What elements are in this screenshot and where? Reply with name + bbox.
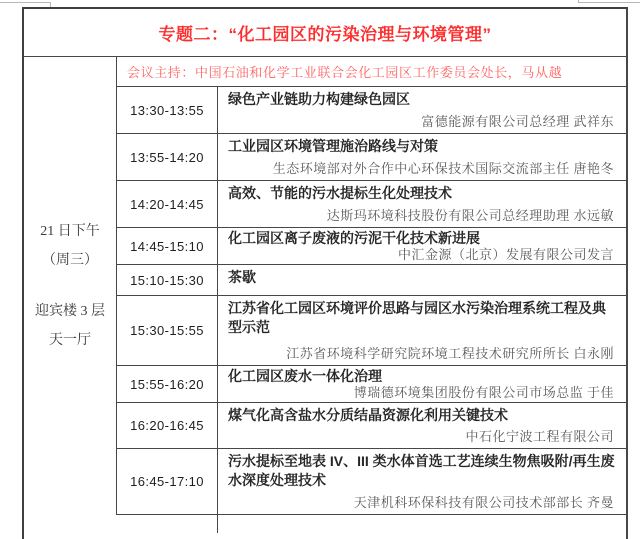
top-left-gridline-artifact <box>0 2 50 3</box>
session-speaker: 江苏省环境科学研究院环境工程技术研究所所长 白永刚 <box>286 346 614 361</box>
meeting-host-line: 会议主持：中国石油和化学工业联合会化工园区工作委员会处长，马从越 <box>117 57 626 87</box>
session-content <box>218 403 626 448</box>
session-speaker: 中汇金源（北京）发展有限公司发言 <box>397 247 614 262</box>
session-row <box>117 296 626 366</box>
session-content <box>218 228 626 264</box>
venue-date: 21 日下午 <box>40 224 100 239</box>
session-content <box>218 87 626 133</box>
agenda-topic-title: 专题二：“化工园区的污染治理与环境管理” <box>24 9 626 57</box>
session-time-empty <box>117 515 218 533</box>
top-right-gridline-artifact <box>578 2 640 3</box>
session-time: 14:20-14:45 <box>117 181 218 227</box>
venue-cell <box>24 57 117 515</box>
session-row <box>117 181 626 228</box>
session-content <box>218 449 626 514</box>
sessions-column <box>117 57 626 533</box>
schedule-table <box>22 7 628 539</box>
session-title: 污水提标至地表 IV、III 类水体首选工艺连续生物焦吸附/再生废水深度处理技术 <box>228 453 615 488</box>
session-title: 高效、节能的污水提标生化处理技术 <box>228 185 452 201</box>
session-title: 绿色产业链助力构建绿色园区 <box>228 91 410 107</box>
session-time: 13:30-13:55 <box>117 87 218 133</box>
session-title: 化工园区离子废液的污泥干化技术新进展 <box>228 230 480 246</box>
venue-hall: 天一厅 <box>49 333 91 348</box>
top-right-gridtick-artifact <box>578 0 579 3</box>
venue-building: 迎宾楼 3 层 <box>35 304 105 319</box>
session-row-tea-break <box>117 265 626 296</box>
session-row <box>117 449 626 515</box>
session-row <box>117 228 626 265</box>
session-time: 14:45-15:10 <box>117 228 218 264</box>
session-title: 煤气化高含盐水分质结晶资源化利用关键技术 <box>228 407 508 423</box>
session-speaker: 中石化宁波工程有限公司 <box>465 429 614 444</box>
session-row <box>117 366 626 403</box>
session-speaker: 达斯玛环境科技股份有限公司总经理助理 水远敏 <box>326 208 614 223</box>
session-speaker: 富德能源有限公司总经理 武祥东 <box>421 114 614 129</box>
session-speaker: 生态环境部对外合作中心环保技术国际交流部主任 唐艳冬 <box>272 161 614 176</box>
session-row <box>117 134 626 181</box>
venue-weekday: （周三） <box>42 253 98 268</box>
session-row <box>117 403 626 449</box>
session-time: 16:20-16:45 <box>117 403 218 448</box>
session-speaker: 博瑞德环境集团股份有限公司市场总监 于佳 <box>353 385 614 400</box>
session-title: 工业园区环境管理施治路线与对策 <box>228 138 438 154</box>
session-time: 15:10-15:30 <box>117 265 218 295</box>
session-time: 16:45-17:10 <box>117 449 218 514</box>
session-title: 化工园区废水一体化治理 <box>228 368 382 384</box>
session-title: 茶歇 <box>228 269 256 285</box>
session-content-empty <box>218 515 626 533</box>
session-time: 15:55-16:20 <box>117 366 218 402</box>
session-content <box>218 181 626 227</box>
session-time: 15:30-15:55 <box>117 296 218 365</box>
session-content <box>218 134 626 180</box>
session-row-cutoff <box>117 515 626 533</box>
session-time: 13:55-14:20 <box>117 134 218 180</box>
session-content <box>218 265 626 295</box>
session-content <box>218 296 626 365</box>
session-row <box>117 87 626 134</box>
session-speaker: 天津机科环保科技有限公司技术部部长 齐曼 <box>353 495 614 510</box>
table-body <box>24 57 626 533</box>
session-title: 江苏省化工园区环境评价思路与园区水污染治理系统工程及典型示范 <box>228 300 606 335</box>
session-content <box>218 366 626 402</box>
